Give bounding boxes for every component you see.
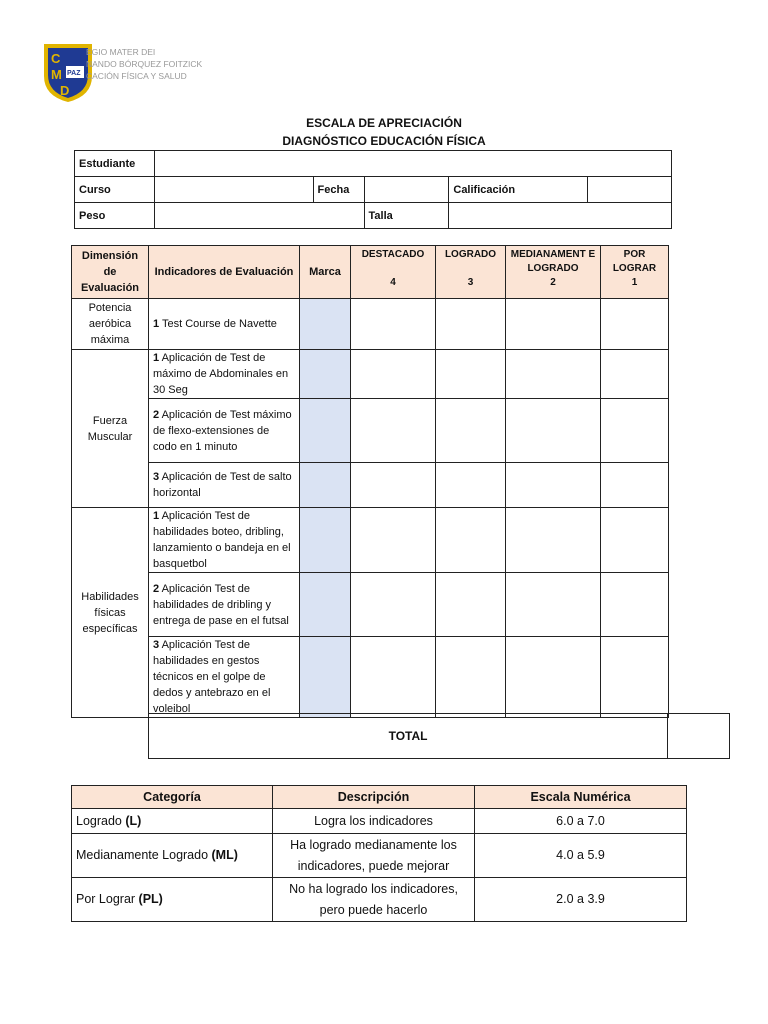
header-porlograr-label: POR LOGRAR [612,249,657,274]
score-cell-3[interactable] [436,637,506,718]
field-curso[interactable] [154,177,313,203]
header-marca: Marca [300,246,351,299]
marca-cell[interactable] [300,508,351,573]
indicator-cell [149,350,300,399]
field-calificacion[interactable] [588,177,672,203]
indicator-text: Aplicación de Test máximo de flexo-extensiones de codo en 1 minuto [153,408,292,453]
field-fecha[interactable] [364,177,449,203]
indicator-number: 3 [153,639,160,651]
scale-category-abbr: (L) [125,813,142,828]
marca-cell[interactable] [300,463,351,508]
header-destacado-score: 4 [390,277,396,288]
scale-range: 6.0 a 7.0 [475,809,687,834]
marca-cell[interactable] [300,637,351,718]
score-cell-3[interactable] [436,299,506,350]
header-medianamente-label: MEDIANAMENT E LOGRADO [510,249,596,274]
indicator-cell [149,508,300,573]
scale-category-name: Logrado [76,813,126,828]
student-info-table [74,150,672,229]
document-subtitle: DIAGNÓSTICO EDUCACIÓN FÍSICA [282,134,486,148]
score-cell-2[interactable] [506,637,601,718]
indicator-number: 1 [153,352,160,364]
table-row [72,834,687,878]
score-cell-4[interactable] [351,299,436,350]
score-cell-1[interactable] [601,573,669,637]
score-cell-4[interactable] [351,637,436,718]
scale-range: 4.0 a 5.9 [475,834,687,878]
scale-category [72,809,273,834]
marca-cell[interactable] [300,299,351,350]
score-cell-4[interactable] [351,399,436,463]
score-cell-4[interactable] [351,350,436,399]
scale-category-abbr: (PL) [138,892,163,906]
score-cell-3[interactable] [436,350,506,399]
document-title: ESCALA DE APRECIACIÓN [306,116,462,130]
header-logrado-score: 3 [467,277,474,288]
school-name-lines [86,46,202,82]
table-row [72,878,687,922]
indicator-text: Test Course de Navette [159,318,277,330]
indicator-number: 2 [153,408,160,421]
shield-badge: PAZ [67,70,81,77]
table-row [72,299,669,350]
scale-category [72,834,273,878]
indicator-cell [149,299,300,350]
score-cell-2[interactable] [506,299,601,350]
label-estudiante: Estudiante [75,151,155,177]
scale-category-name: Medianamente Logrado [76,848,212,862]
field-talla[interactable] [449,203,672,229]
score-cell-3[interactable] [436,463,506,508]
header-porlograr-score: 1 [631,277,638,288]
label-curso: Curso [75,177,155,203]
table-row [72,399,669,463]
table-row [72,573,669,637]
score-cell-1[interactable] [601,299,669,350]
scale-description: Ha logrado medianamente los indicadores, puede mejorar [273,834,475,878]
header-dimension: Dimensión de Evaluación [72,246,149,299]
score-cell-2[interactable] [506,399,601,463]
score-cell-3[interactable] [436,399,506,463]
header-logrado [436,246,506,299]
indicator-number: 2 [153,582,160,595]
score-cell-2[interactable] [506,463,601,508]
header-porlograr [601,246,669,299]
dimension-potencia: Potencia aeróbica máxima [72,299,149,350]
label-fecha: Fecha [313,177,364,203]
shield-letter-c: C [51,51,61,66]
indicator-text: Aplicación Test de habilidades boteo, dribling, lanzamiento o bandeja en el basquetbol [153,510,291,570]
indicator-cell [149,573,300,637]
shield-letter-d: D [60,83,70,98]
school-line-1: EGIO MATER DEI [86,47,156,57]
header-destacado [351,246,436,299]
indicator-text: Aplicación de Test de máximo de Abdominales en 30 Seg [153,352,289,396]
scale-description: Logra los indicadores [273,809,475,834]
header-indicadores: Indicadores de Evaluación [149,246,300,299]
school-header [42,42,262,104]
field-estudiante[interactable] [154,151,671,177]
score-cell-2[interactable] [506,573,601,637]
scale-category-name: Por Lograr [76,892,139,906]
label-talla: Talla [364,203,449,229]
scale-table [71,785,687,922]
total-table [148,713,730,759]
header-descripcion: Descripción [273,786,475,809]
evaluation-table [71,245,669,718]
indicator-cell [149,463,300,508]
header-medianamente [506,246,601,299]
scale-category-abbr: (ML) [211,848,238,862]
score-cell-1[interactable] [601,350,669,399]
scale-description: No ha logrado los indicadores, pero puede hacerlo [273,878,475,922]
evaluation-header-row [72,246,669,299]
marca-cell[interactable] [300,399,351,463]
header-logrado-label: LOGRADO [444,249,497,260]
scale-category [72,878,273,922]
score-cell-2[interactable] [506,350,601,399]
score-cell-4[interactable] [351,573,436,637]
table-row [72,350,669,399]
score-cell-1[interactable] [601,637,669,718]
score-cell-1[interactable] [601,463,669,508]
table-row [72,463,669,508]
label-calificacion: Calificación [449,177,588,203]
label-peso: Peso [75,203,155,229]
indicator-cell [149,399,300,463]
shield-letter-m: M [51,67,62,82]
field-peso[interactable] [154,203,364,229]
marca-cell[interactable] [300,573,351,637]
score-cell-4[interactable] [351,463,436,508]
indicator-text: Aplicación Test de habilidades en gestos técnicos en el golpe de dedos y antebrazo en el voleibol [153,639,271,715]
indicator-number: 1 [153,318,160,330]
marca-cell[interactable] [300,350,351,399]
dimension-habilidades: Habilidades físicas específicas [72,508,149,718]
score-cell-1[interactable] [601,399,669,463]
table-row [72,809,687,834]
indicator-text: Aplicación de Test de salto horizontal [153,471,292,499]
school-line-2: NANDO BÓRQUEZ FOITZICK [86,59,203,69]
indicator-number: 3 [153,471,160,483]
table-row [72,637,669,718]
score-cell-3[interactable] [436,508,506,573]
score-cell-2[interactable] [506,508,601,573]
school-line-3: CACIÓN FÍSICA Y SALUD [86,71,187,81]
header-escala: Escala Numérica [475,786,687,809]
indicator-cell [149,637,300,718]
dimension-fuerza: Fuerza Muscular [72,350,149,508]
score-cell-4[interactable] [351,508,436,573]
indicator-number: 1 [153,510,160,522]
header-categoria: Categoría [72,786,273,809]
total-label: TOTAL [149,714,668,759]
scale-range: 2.0 a 3.9 [475,878,687,922]
score-cell-1[interactable] [601,508,669,573]
indicator-text: Aplicación Test de habilidades de dribling y entrega de pase en el futsal [153,582,289,627]
header-destacado-label: DESTACADO [361,249,425,260]
total-value-cell[interactable] [668,714,730,759]
header-medianamente-score: 2 [550,277,556,288]
table-row [72,508,669,573]
scale-header-row [72,786,687,809]
score-cell-3[interactable] [436,573,506,637]
